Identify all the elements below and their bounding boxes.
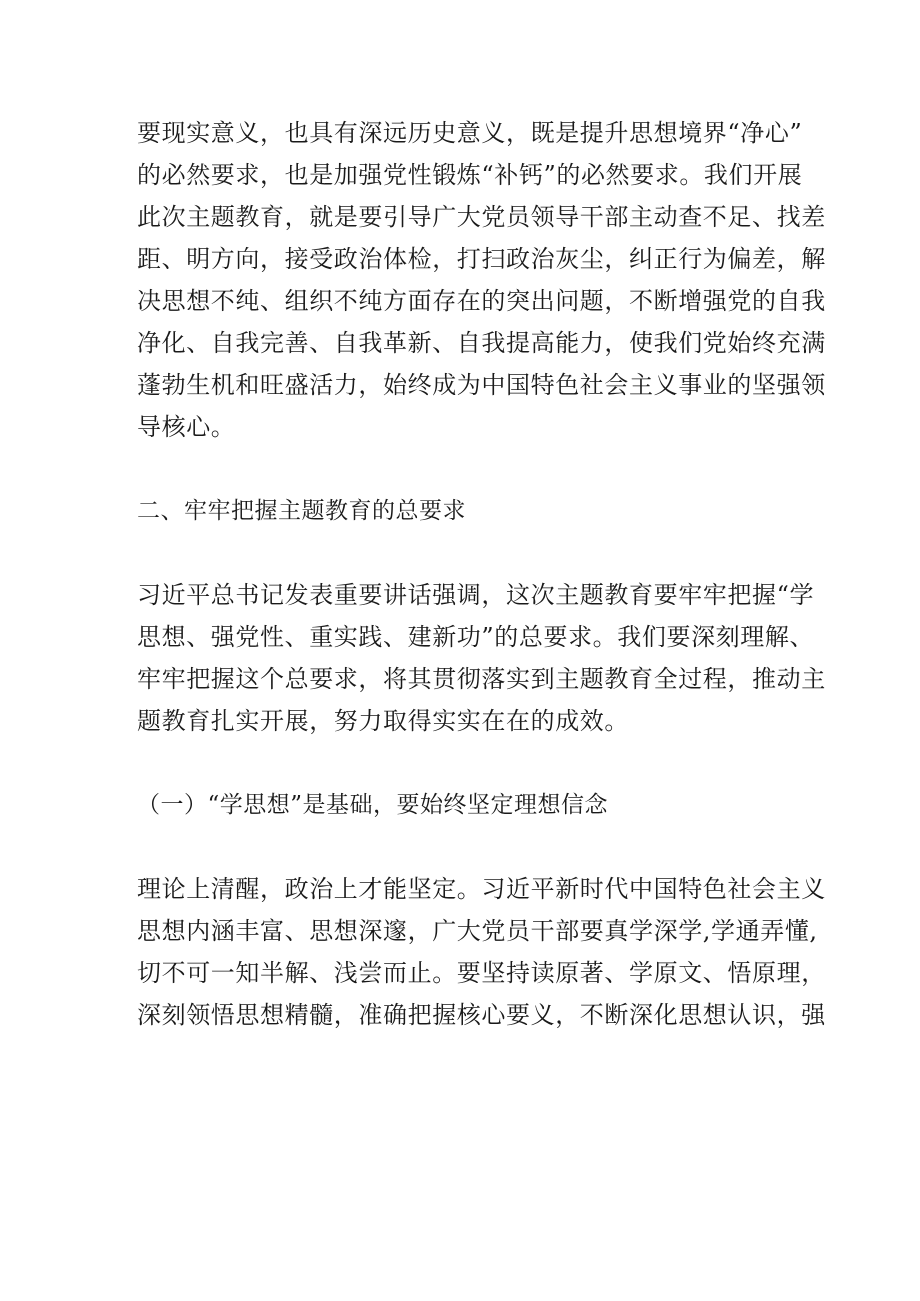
text-line: 导核心。 xyxy=(137,413,236,441)
document-body xyxy=(137,112,826,1036)
section-heading-two: 二、牢牢把握主题教育的总要求 xyxy=(137,498,466,524)
text-line: 理论上清醒，政治上才能坚定。习近平新时代中国特色社会主义 xyxy=(137,875,826,903)
text-line: 深刻领悟思想精髓，准确把握核心要义，不断深化思想认识，强 xyxy=(137,1001,826,1029)
paragraph-general-requirements xyxy=(137,574,826,742)
text-line: 习近平总书记发表重要讲话强调，这次主题教育要牢牢把握“学 xyxy=(137,581,815,609)
text-line: 题教育扎实开展，努力取得实实在在的成效。 xyxy=(137,707,629,735)
text-line: 思想、强党性、重实践、建新功”的总要求。我们要深刻理解、 xyxy=(137,623,815,651)
text-line: 思想内涵丰富、思想深邃，广大党员干部要真学深学,学通弄懂, xyxy=(137,917,818,945)
text-line: 蓬勃生机和旺盛活力，始终成为中国特色社会主义事业的坚强领 xyxy=(137,371,826,399)
paragraph-significance xyxy=(137,112,826,448)
text-line: 牢牢把握这个总要求，将其贯彻落实到主题教育全过程，推动主 xyxy=(137,665,826,693)
text-line: 距、明方向，接受政治体检，打扫政治灰尘，纠正行为偏差，解 xyxy=(137,245,826,273)
spacer xyxy=(137,448,797,490)
text-line: 此次主题教育，就是要引导广大党员领导干部主动查不足、找差 xyxy=(137,203,826,231)
text-line: 切不可一知半解、浅尝而止。要坚持读原著、学原文、悟原理， xyxy=(137,959,826,987)
spacer xyxy=(137,826,797,868)
text-line: 的必然要求，也是加强党性锻炼“补钙”的必然要求。我们开展 xyxy=(137,161,803,189)
paragraph-study-thought xyxy=(137,868,826,1036)
text-line: 净化、自我完善、自我革新、自我提高能力，使我们党始终充满 xyxy=(137,329,826,357)
subheading-study-thought: （一）“学思想”是基础，要始终坚定理想信念 xyxy=(137,792,609,818)
text-line: 决思想不纯、组织不纯方面存在的突出问题，不断增强党的自我 xyxy=(137,287,826,315)
text-line: 要现实意义，也具有深远历史意义，既是提升思想境界“净心” xyxy=(137,119,803,147)
spacer xyxy=(137,742,797,784)
spacer xyxy=(137,532,797,574)
